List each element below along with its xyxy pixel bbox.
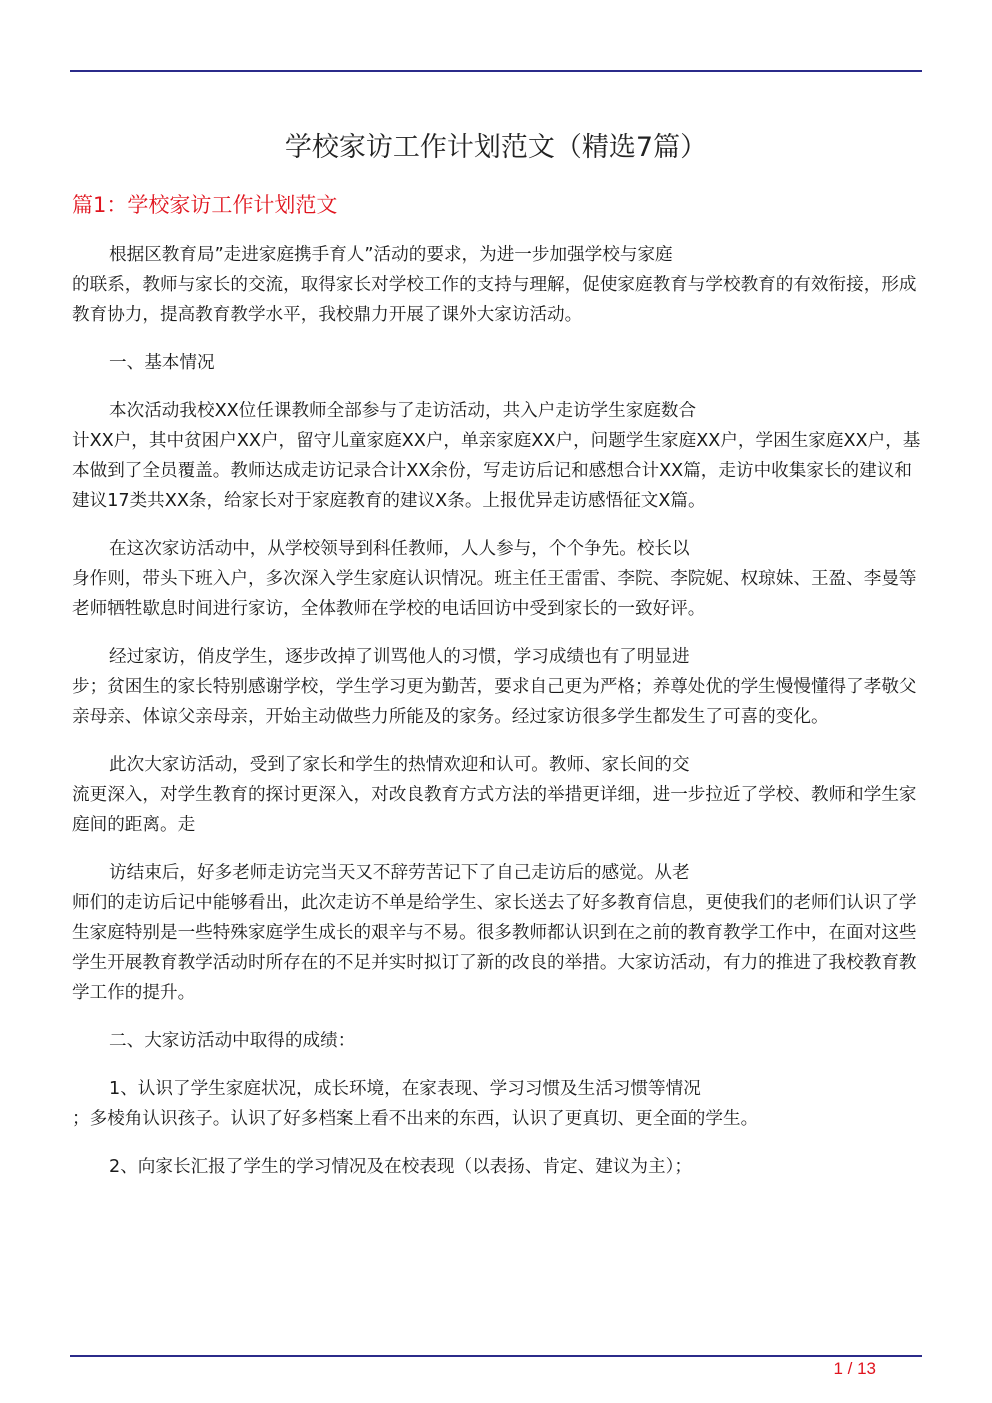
paragraph-first-line: 访结束后，好多老师走访完当天又不辞劳苦记下了自己走访后的感觉。从老 (109, 863, 690, 883)
paragraph-continuation: 身作则，带头下班入户，多次深入学生家庭认识情况。班主任王雷雷、李院、李院妮、权琼妹、王盈、李曼等老师牺牲歇息时间进行家访，全体教师在学校的电话回访中受到家长的一致好评。 (72, 569, 917, 619)
subheading-basic-situation: 一、基本情况 (109, 353, 215, 373)
section-heading: 篇1：学校家访工作计划范文 (72, 193, 338, 217)
paragraph-first-line: 1、认识了学生家庭状况，成长环境，在家表现、学习习惯及生活习惯等情况 (109, 1079, 701, 1099)
paragraph-first-line: 在这次家访活动中，从学校领导到科任教师，人人参与，个个争先。校长以 (109, 539, 690, 559)
subheading-achievements: 二、大家访活动中取得的成绩： (109, 1031, 356, 1051)
paragraph-continuation: 的联系，教师与家长的交流，取得家长对学校工作的支持与理解，促使家庭教育与学校教育的有效衔接，形成教育协力，提高教育教学水平，我校鼎力开展了课外大家访活动。 (72, 275, 917, 325)
paragraph-5 (72, 642, 922, 732)
paragraph-continuation: 师们的走访后记中能够看出，此次走访不单是给学生、家长送去了好多教育信息，更使我们的老师们认识了学生家庭特别是一些特殊家庭学生成长的艰辛与不易。很多教师都认识到在之前的教育教学工作中，在面对这些学生开展教育教学活动时所存在的不足并实时拟订了新的改良的举措。大家访活动，有力的推进了我校教育教学工作的提升。 (72, 893, 917, 1003)
paragraph-continuation: 步；贫困生的家长特别感谢学校，学生学习更为勤苦，要求自己更为严格；养尊处优的学生慢慢懂得了孝敬父亲母亲、体谅父亲母亲，开始主动做些力所能及的家务。经过家访很多学生都发生了可喜的变化。 (72, 677, 917, 727)
footer-rule (70, 1355, 922, 1357)
paragraph-first-line: 本次活动我校XX位任课教师全部参与了走访活动，共入户走访学生家庭数合 (109, 401, 697, 421)
paragraph-3 (72, 396, 922, 516)
paragraph-1 (72, 240, 922, 330)
paragraph-continuation: ；多棱角认识孩子。认识了好多档案上看不出来的东西，认识了更真切、更全面的学生。 (72, 1109, 759, 1129)
paragraph-continuation: 流更深入，对学生教育的探讨更深入，对改良教育方式方法的举措更详细，进一步拉近了学校、教师和学生家庭间的距离。走 (72, 785, 917, 835)
paragraph-continuation: 计XX户，其中贫困户XX户，留守儿童家庭XX户，单亲家庭XX户，问题学生家庭XX户，学困生家庭XX户，基本做到了全员覆盖。教师达成走访记录合计XX余份，写走访后记和感想合计XX篇，走访中收集家长的建议和建议17类共XX条，给家长对于家庭教育的建议X条。上报优异走访感悟征文X篇。 (72, 431, 921, 511)
list-item-2: 2、向家长汇报了学生的学习情况及在校表现（以表扬、肯定、建议为主）； (109, 1157, 692, 1177)
paragraph-6 (72, 750, 922, 840)
paragraph-4 (72, 534, 922, 624)
paragraph-first-line: 经过家访，俏皮学生，逐步改掉了训骂他人的习惯，学习成绩也有了明显进 (109, 647, 690, 667)
paragraph-7 (72, 858, 922, 1008)
header-rule (70, 70, 922, 72)
document-body (72, 240, 922, 1200)
page-number: 1 / 13 (833, 1359, 876, 1378)
document-title: 学校家访工作计划范文（精选7篇） (284, 132, 708, 163)
list-item-1 (72, 1074, 922, 1134)
paragraph-first-line: 此次大家访活动，受到了家长和学生的热情欢迎和认可。教师、家长间的交 (109, 755, 690, 775)
paragraph-first-line: 根据区教育局”走进家庭携手育人”活动的要求，为进一步加强学校与家庭 (109, 245, 673, 265)
